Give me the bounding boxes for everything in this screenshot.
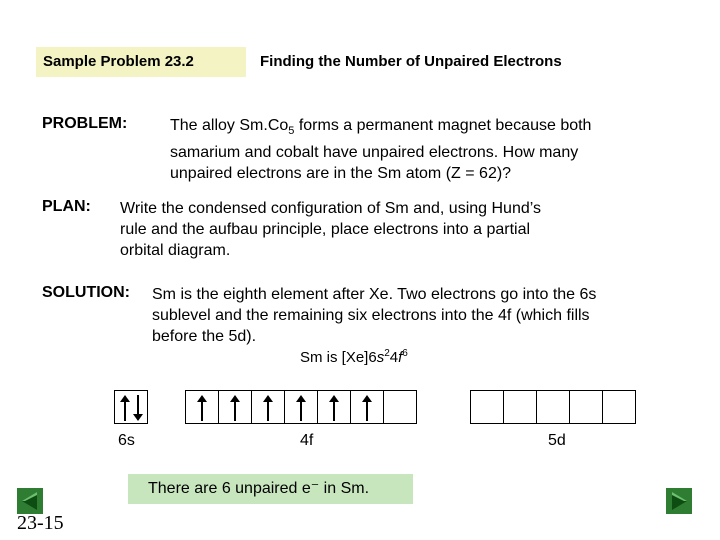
spin-down-arrow-icon [133,395,143,421]
orbital-label-5d [548,432,566,450]
config-mid: 4 [389,349,399,366]
spin-up-arrow-icon [329,395,339,421]
solution-text [152,284,652,347]
problem-label: PROBLEM: [42,115,128,132]
config-prefix: Sm is [Xe]6 [300,349,377,366]
4f-orbital-box [317,390,351,424]
4f-orbital-box [218,390,252,424]
4f-orbital-box [284,390,318,424]
plan-line3: orbital diagram. [120,242,231,259]
problem-line2: samarium and cobalt have unpaired electrons. How many [170,144,579,162]
sample-problem-label: Sample Problem 23.2 [36,47,246,77]
spin-up-arrow-icon [120,395,130,421]
config-s-sup: 2 [384,348,390,359]
plan-text [120,198,541,261]
4f-orbital-box [350,390,384,424]
orbital-label-4f [300,432,313,450]
5d-orbital-box [536,390,570,424]
spin-up-arrow-icon [362,395,372,421]
spin-up-arrow-icon [197,395,207,421]
problem-line1-post: forms a permanent magnet because both [294,117,592,134]
orbital-label-4f-text: 4f [300,432,314,449]
solution-label: SOLUTION: [42,284,130,301]
orbital-label-6s-text: 6s [118,432,135,449]
slide-number: 23-15 [17,512,64,534]
problem-text [170,115,591,184]
orbital-4f-group [185,390,416,424]
solution-line3: before the 5d). [152,328,257,345]
orbital-label-6s [118,432,135,450]
page-title: Finding the Number of Unpaired Electrons [260,53,562,70]
orbital-6s-group [114,390,147,424]
5d-orbital-box [602,390,636,424]
4f-orbital-box [185,390,219,424]
5d-orbital-box [569,390,603,424]
triangle-left-icon [17,488,43,514]
next-slide-button[interactable] [666,488,692,519]
solution-line1: Sm is the eighth element after Xe. Two electrons go into the 6s [152,286,597,303]
4f-orbital-box [383,390,417,424]
4f-orbital-box [251,390,285,424]
result-callout: There are 6 unpaired e⁻ in Sm. [128,474,413,504]
orbital-label-5d-text: 5d [548,432,566,449]
spin-up-arrow-icon [230,395,240,421]
5d-orbital-box [470,390,504,424]
config-f-sup: 6 [402,348,408,359]
orbital-5d-group [470,390,635,424]
spin-up-arrow-icon [263,395,273,421]
config-s: s [376,349,385,366]
spin-up-arrow-icon [296,395,306,421]
5d-orbital-box [503,390,537,424]
problem-line1-pre: The alloy Sm.Co [170,117,289,134]
plan-label: PLAN: [42,198,91,215]
config-f: f [398,349,403,366]
triangle-right-icon [666,488,692,514]
problem-subscript: 5 [288,125,295,138]
problem-line3: unpaired electrons are in the Sm atom (Z = 62)? [170,165,512,183]
solution-line2: sublevel and the remaining six electrons into the 4f (which fills [152,307,590,324]
plan-line1: Write the condensed configuration of Sm and, using Hund’s [120,200,541,217]
plan-line2: rule and the aufbau principle, place electrons into a partial [120,221,531,238]
electron-configuration [300,348,408,366]
6s-orbital-box [114,390,148,424]
